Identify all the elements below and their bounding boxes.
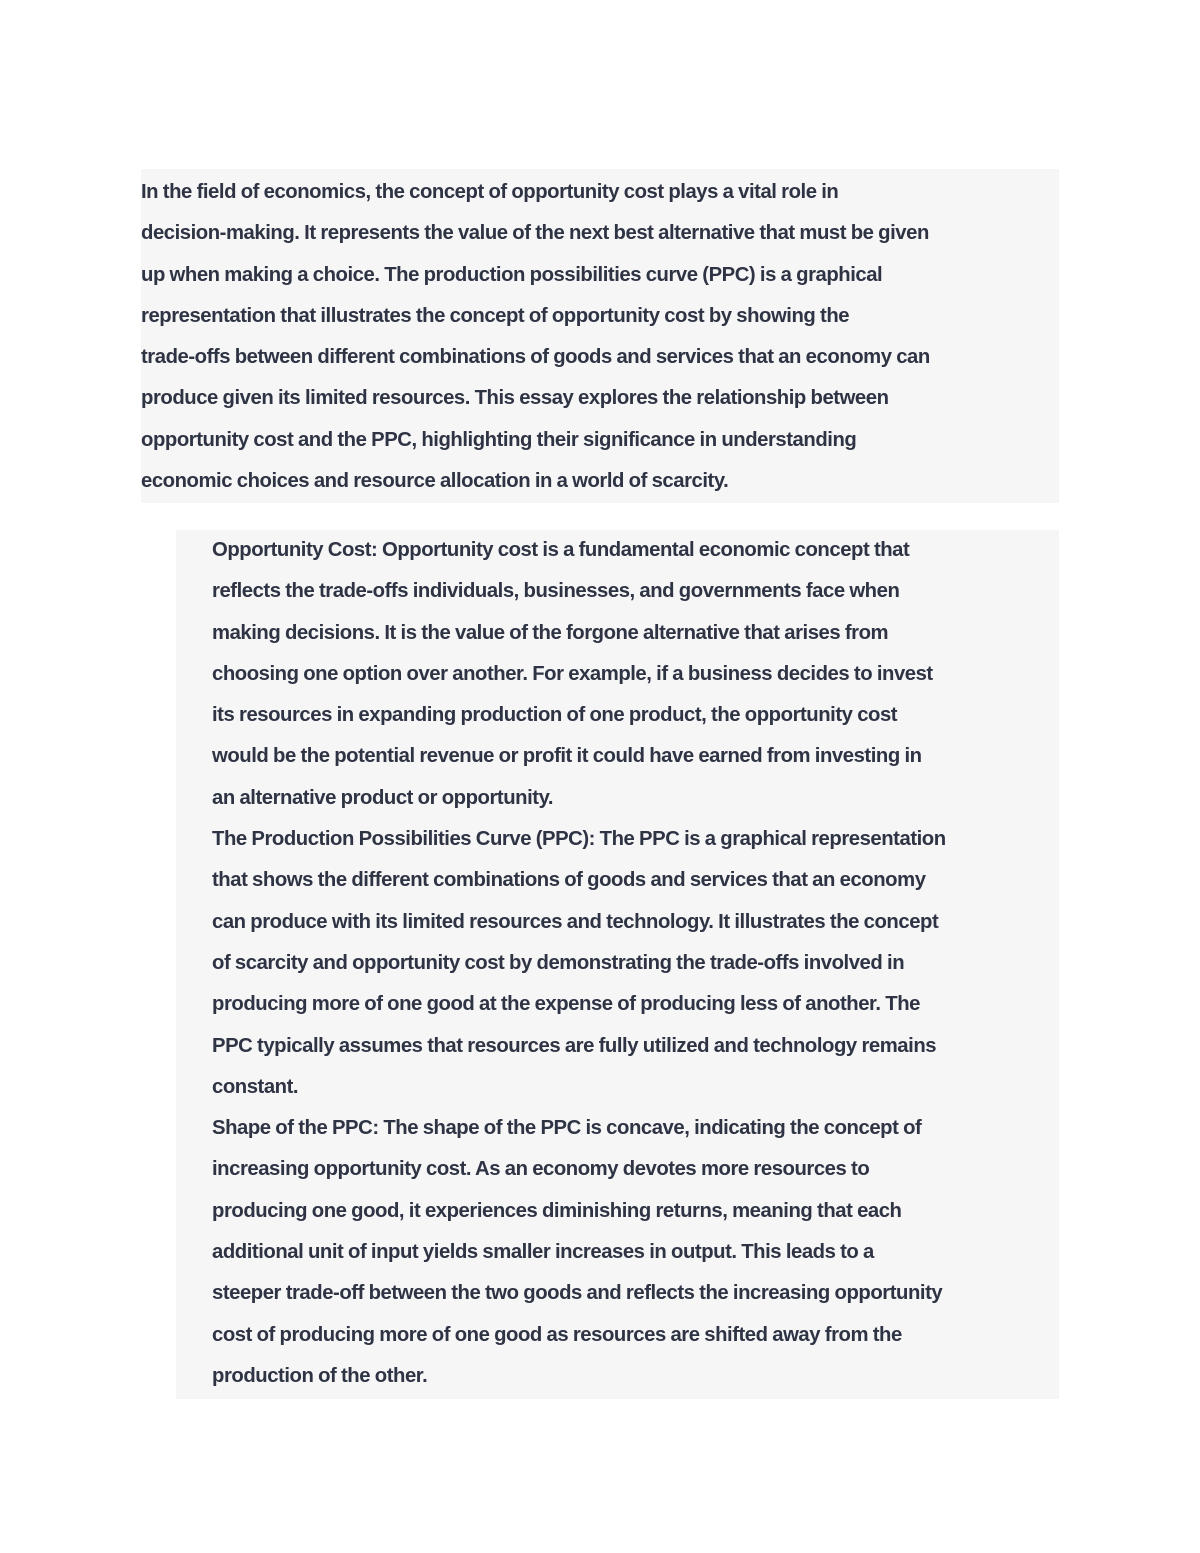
topic-line: Shape of the PPC: The shape of the PPC is concave, indicating the concept of [212,1117,922,1140]
topic-item-ppc-shape [212,1108,1059,1397]
topic-line: steeper trade-off between the two goods and reflects the increasing opportunity [212,1282,943,1305]
intro-line: up when making a choice. The production possibilities curve (PPC) is a graphical [141,263,883,286]
topic-line: of scarcity and opportunity cost by demonstrating the trade-offs involved in [212,951,905,974]
topic-line: PPC typically assumes that resources are fully utilized and technology remains [212,1034,937,1057]
topic-line: producing more of one good at the expense of producing less of another. The [212,993,920,1016]
intro-line: produce given its limited resources. This essay explores the relationship between [141,387,889,410]
topic-line: additional unit of input yields smaller increases in output. This leads to a [212,1241,874,1264]
intro-line: economic choices and resource allocation in a world of scarcity. [141,470,729,493]
topic-line: producing one good, it experiences diminishing returns, meaning that each [212,1199,902,1222]
topic-line: Opportunity Cost: Opportunity cost is a fundamental economic concept that [212,539,910,561]
topic-line: constant. [212,1075,299,1098]
topic-line: can produce with its limited resources and technology. It illustrates the concept [212,910,939,933]
intro-line: opportunity cost and the PPC, highlighting their significance in understanding [141,428,857,451]
topic-line: that shows the different combinations of goods and services that an economy [212,869,926,892]
intro-paragraph-block [141,169,1059,503]
topic-line: making decisions. It is the value of the forgone alternative that arises from [212,621,889,644]
topic-item-opportunity-cost [212,530,1059,819]
topic-line: an alternative product or opportunity. [212,786,554,809]
intro-line: In the field of economics, the concept of opportunity cost plays a vital role in [141,181,839,203]
intro-line: decision-making. It represents the value of the next best alternative that must be given [141,222,929,245]
intro-paragraph [141,172,1059,502]
intro-line: trade-offs between different combinations of goods and services that an economy can [141,346,930,369]
topic-line: cost of producing more of one good as resources are shifted away from the [212,1323,902,1346]
topic-line: increasing opportunity cost. As an economy devotes more resources to [212,1158,870,1181]
topic-line: choosing one option over another. For example, if a business decides to invest [212,662,933,685]
topic-line: reflects the trade-offs individuals, businesses, and governments face when [212,580,900,603]
intro-line: representation that illustrates the concept of opportunity cost by showing the [141,304,850,327]
topic-line: production of the other. [212,1364,428,1387]
topic-line: The Production Possibilities Curve (PPC): The PPC is a graphical representation [212,828,946,851]
topic-item-ppc [212,819,1059,1108]
topic-line: its resources in expanding production of one product, the opportunity cost [212,704,898,727]
topic-line: would be the potential revenue or profit it could have earned from investing in [212,745,922,768]
topics-list-block [176,530,1059,1399]
